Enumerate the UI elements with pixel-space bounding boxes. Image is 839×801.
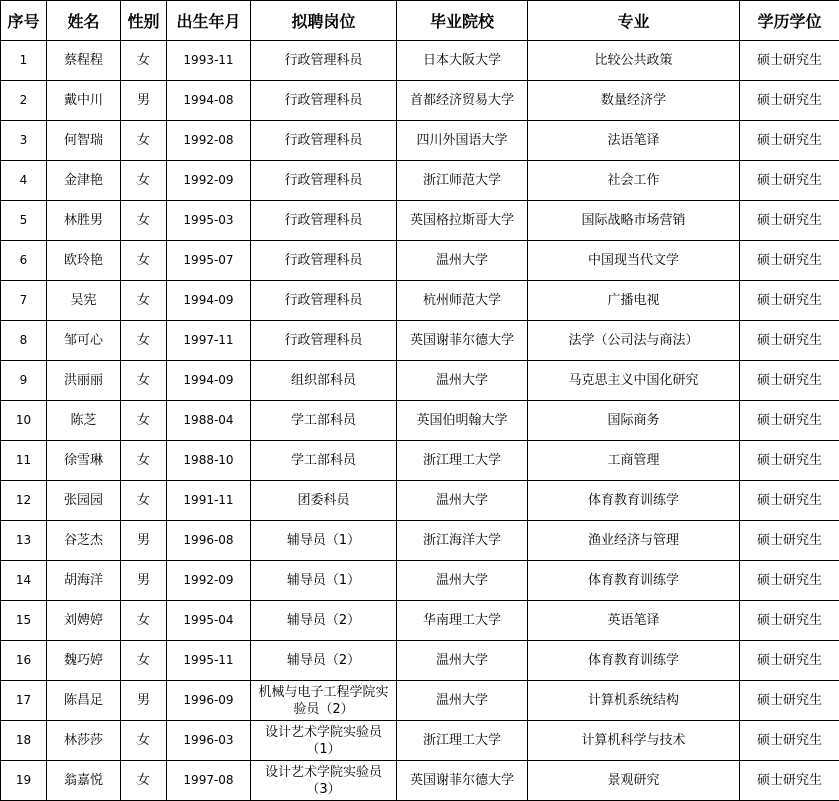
cell-major: 计算机系统结构: [528, 681, 740, 721]
cell-school: 杭州师范大学: [397, 281, 528, 321]
cell-name: 陈昌足: [47, 681, 121, 721]
cell-major: 体育教育训练学: [528, 481, 740, 521]
cell-gender: 女: [121, 281, 167, 321]
cell-seq: 4: [1, 161, 47, 201]
table-row: [1, 681, 839, 721]
cell-school: 四川外国语大学: [397, 121, 528, 161]
cell-school: 英国谢菲尔德大学: [397, 761, 528, 801]
cell-birth: 1995-11: [167, 641, 251, 681]
cell-degree: 硕士研究生: [740, 601, 839, 641]
cell-degree: 硕士研究生: [740, 321, 839, 361]
cell-name: 林胜男: [47, 201, 121, 241]
cell-name: 何智瑞: [47, 121, 121, 161]
table-row: [1, 281, 839, 321]
cell-gender: 男: [121, 681, 167, 721]
cell-seq: 16: [1, 641, 47, 681]
cell-name: 刘娉婷: [47, 601, 121, 641]
cell-birth: 1994-09: [167, 361, 251, 401]
cell-birth: 1996-03: [167, 721, 251, 761]
cell-school: 英国格拉斯哥大学: [397, 201, 528, 241]
cell-position: 学工部科员: [251, 441, 397, 481]
cell-gender: 女: [121, 41, 167, 81]
cell-major: 工商管理: [528, 441, 740, 481]
header-birth: 出生年月: [167, 1, 251, 41]
cell-school: 浙江理工大学: [397, 441, 528, 481]
cell-seq: 5: [1, 201, 47, 241]
cell-birth: 1995-04: [167, 601, 251, 641]
cell-degree: 硕士研究生: [740, 481, 839, 521]
cell-degree: 硕士研究生: [740, 441, 839, 481]
cell-gender: 女: [121, 641, 167, 681]
cell-gender: 女: [121, 361, 167, 401]
cell-major: 广播电视: [528, 281, 740, 321]
cell-degree: 硕士研究生: [740, 41, 839, 81]
table-row: [1, 521, 839, 561]
cell-school: 日本大阪大学: [397, 41, 528, 81]
cell-birth: 1993-11: [167, 41, 251, 81]
table-row: [1, 441, 839, 481]
cell-birth: 1997-11: [167, 321, 251, 361]
cell-gender: 男: [121, 81, 167, 121]
cell-name: 张园园: [47, 481, 121, 521]
cell-major: 中国现当代文学: [528, 241, 740, 281]
cell-major: 体育教育训练学: [528, 561, 740, 601]
cell-major: 国际战略市场营销: [528, 201, 740, 241]
cell-name: 金津艳: [47, 161, 121, 201]
cell-seq: 7: [1, 281, 47, 321]
cell-name: 欧玲艳: [47, 241, 121, 281]
header-seq: 序号: [1, 1, 47, 41]
cell-gender: 男: [121, 561, 167, 601]
cell-seq: 12: [1, 481, 47, 521]
cell-school: 温州大学: [397, 681, 528, 721]
cell-birth: 1994-08: [167, 81, 251, 121]
header-gender: 性别: [121, 1, 167, 41]
cell-birth: 1996-08: [167, 521, 251, 561]
cell-name: 蔡程程: [47, 41, 121, 81]
cell-position: 机械与电子工程学院实验员（2）: [251, 681, 397, 721]
table-row: [1, 561, 839, 601]
cell-position: 设计艺术学院实验员（3）: [251, 761, 397, 801]
header-major: 专业: [528, 1, 740, 41]
table-row: [1, 81, 839, 121]
cell-position: 行政管理科员: [251, 281, 397, 321]
cell-position: 辅导员（1）: [251, 521, 397, 561]
cell-gender: 女: [121, 241, 167, 281]
table-row: [1, 241, 839, 281]
header-row: [1, 1, 839, 41]
cell-school: 英国伯明翰大学: [397, 401, 528, 441]
cell-birth: 1992-09: [167, 161, 251, 201]
cell-degree: 硕士研究生: [740, 681, 839, 721]
cell-position: 组织部科员: [251, 361, 397, 401]
cell-seq: 3: [1, 121, 47, 161]
table-row: [1, 601, 839, 641]
cell-gender: 女: [121, 721, 167, 761]
cell-school: 英国谢菲尔德大学: [397, 321, 528, 361]
cell-gender: 女: [121, 201, 167, 241]
cell-degree: 硕士研究生: [740, 121, 839, 161]
cell-seq: 17: [1, 681, 47, 721]
cell-gender: 女: [121, 601, 167, 641]
table-row: [1, 721, 839, 761]
cell-gender: 女: [121, 441, 167, 481]
cell-name: 徐雪琳: [47, 441, 121, 481]
cell-birth: 1994-09: [167, 281, 251, 321]
cell-gender: 女: [121, 121, 167, 161]
cell-position: 行政管理科员: [251, 41, 397, 81]
cell-gender: 女: [121, 481, 167, 521]
table-body: [1, 41, 839, 801]
cell-position: 行政管理科员: [251, 201, 397, 241]
cell-seq: 6: [1, 241, 47, 281]
cell-position: 行政管理科员: [251, 321, 397, 361]
cell-seq: 15: [1, 601, 47, 641]
cell-birth: 1992-09: [167, 561, 251, 601]
header-school: 毕业院校: [397, 1, 528, 41]
cell-seq: 2: [1, 81, 47, 121]
cell-position: 辅导员（2）: [251, 601, 397, 641]
cell-name: 吴宪: [47, 281, 121, 321]
table-row: [1, 401, 839, 441]
cell-name: 翁嘉悦: [47, 761, 121, 801]
cell-school: 温州大学: [397, 641, 528, 681]
cell-position: 辅导员（1）: [251, 561, 397, 601]
cell-name: 洪丽丽: [47, 361, 121, 401]
cell-degree: 硕士研究生: [740, 401, 839, 441]
cell-degree: 硕士研究生: [740, 721, 839, 761]
cell-birth: 1992-08: [167, 121, 251, 161]
table-row: [1, 121, 839, 161]
cell-school: 浙江海洋大学: [397, 521, 528, 561]
cell-major: 景观研究: [528, 761, 740, 801]
cell-major: 英语笔译: [528, 601, 740, 641]
cell-position: 设计艺术学院实验员（1）: [251, 721, 397, 761]
cell-major: 比较公共政策: [528, 41, 740, 81]
cell-major: 体育教育训练学: [528, 641, 740, 681]
cell-name: 谷芝杰: [47, 521, 121, 561]
cell-school: 温州大学: [397, 561, 528, 601]
cell-degree: 硕士研究生: [740, 161, 839, 201]
cell-degree: 硕士研究生: [740, 241, 839, 281]
cell-gender: 女: [121, 401, 167, 441]
cell-degree: 硕士研究生: [740, 361, 839, 401]
cell-degree: 硕士研究生: [740, 641, 839, 681]
cell-seq: 18: [1, 721, 47, 761]
cell-degree: 硕士研究生: [740, 561, 839, 601]
cell-name: 戴中川: [47, 81, 121, 121]
cell-position: 学工部科员: [251, 401, 397, 441]
cell-position: 行政管理科员: [251, 81, 397, 121]
cell-major: 数量经济学: [528, 81, 740, 121]
cell-degree: 硕士研究生: [740, 761, 839, 801]
cell-school: 温州大学: [397, 241, 528, 281]
cell-seq: 1: [1, 41, 47, 81]
cell-major: 国际商务: [528, 401, 740, 441]
cell-major: 法语笔译: [528, 121, 740, 161]
cell-seq: 14: [1, 561, 47, 601]
cell-birth: 1996-09: [167, 681, 251, 721]
cell-seq: 11: [1, 441, 47, 481]
cell-position: 行政管理科员: [251, 241, 397, 281]
cell-seq: 19: [1, 761, 47, 801]
table-row: [1, 41, 839, 81]
table-row: [1, 201, 839, 241]
cell-degree: 硕士研究生: [740, 521, 839, 561]
cell-school: 浙江师范大学: [397, 161, 528, 201]
cell-gender: 女: [121, 321, 167, 361]
table-row: [1, 361, 839, 401]
cell-major: 渔业经济与管理: [528, 521, 740, 561]
header-degree: 学历学位: [740, 1, 839, 41]
cell-degree: 硕士研究生: [740, 81, 839, 121]
cell-birth: 1988-04: [167, 401, 251, 441]
cell-birth: 1991-11: [167, 481, 251, 521]
cell-major: 计算机科学与技术: [528, 721, 740, 761]
table-row: [1, 761, 839, 801]
cell-school: 华南理工大学: [397, 601, 528, 641]
cell-birth: 1997-08: [167, 761, 251, 801]
cell-name: 林莎莎: [47, 721, 121, 761]
cell-gender: 男: [121, 521, 167, 561]
cell-seq: 8: [1, 321, 47, 361]
cell-position: 行政管理科员: [251, 161, 397, 201]
table-row: [1, 641, 839, 681]
cell-major: 社会工作: [528, 161, 740, 201]
cell-position: 行政管理科员: [251, 121, 397, 161]
cell-major: 马克思主义中国化研究: [528, 361, 740, 401]
cell-degree: 硕士研究生: [740, 201, 839, 241]
cell-birth: 1988-10: [167, 441, 251, 481]
cell-position: 辅导员（2）: [251, 641, 397, 681]
cell-major: 法学（公司法与商法）: [528, 321, 740, 361]
cell-school: 首都经济贸易大学: [397, 81, 528, 121]
table-row: [1, 161, 839, 201]
cell-degree: 硕士研究生: [740, 281, 839, 321]
table-row: [1, 481, 839, 521]
cell-position: 团委科员: [251, 481, 397, 521]
cell-name: 邹可心: [47, 321, 121, 361]
cell-gender: 女: [121, 761, 167, 801]
cell-name: 陈芝: [47, 401, 121, 441]
table-row: [1, 321, 839, 361]
cell-school: 温州大学: [397, 481, 528, 521]
header-position: 拟聘岗位: [251, 1, 397, 41]
header-name: 姓名: [47, 1, 121, 41]
cell-seq: 10: [1, 401, 47, 441]
cell-school: 温州大学: [397, 361, 528, 401]
cell-seq: 9: [1, 361, 47, 401]
cell-name: 魏巧婷: [47, 641, 121, 681]
cell-name: 胡海洋: [47, 561, 121, 601]
cell-birth: 1995-03: [167, 201, 251, 241]
cell-seq: 13: [1, 521, 47, 561]
cell-school: 浙江理工大学: [397, 721, 528, 761]
cell-birth: 1995-07: [167, 241, 251, 281]
cell-gender: 女: [121, 161, 167, 201]
